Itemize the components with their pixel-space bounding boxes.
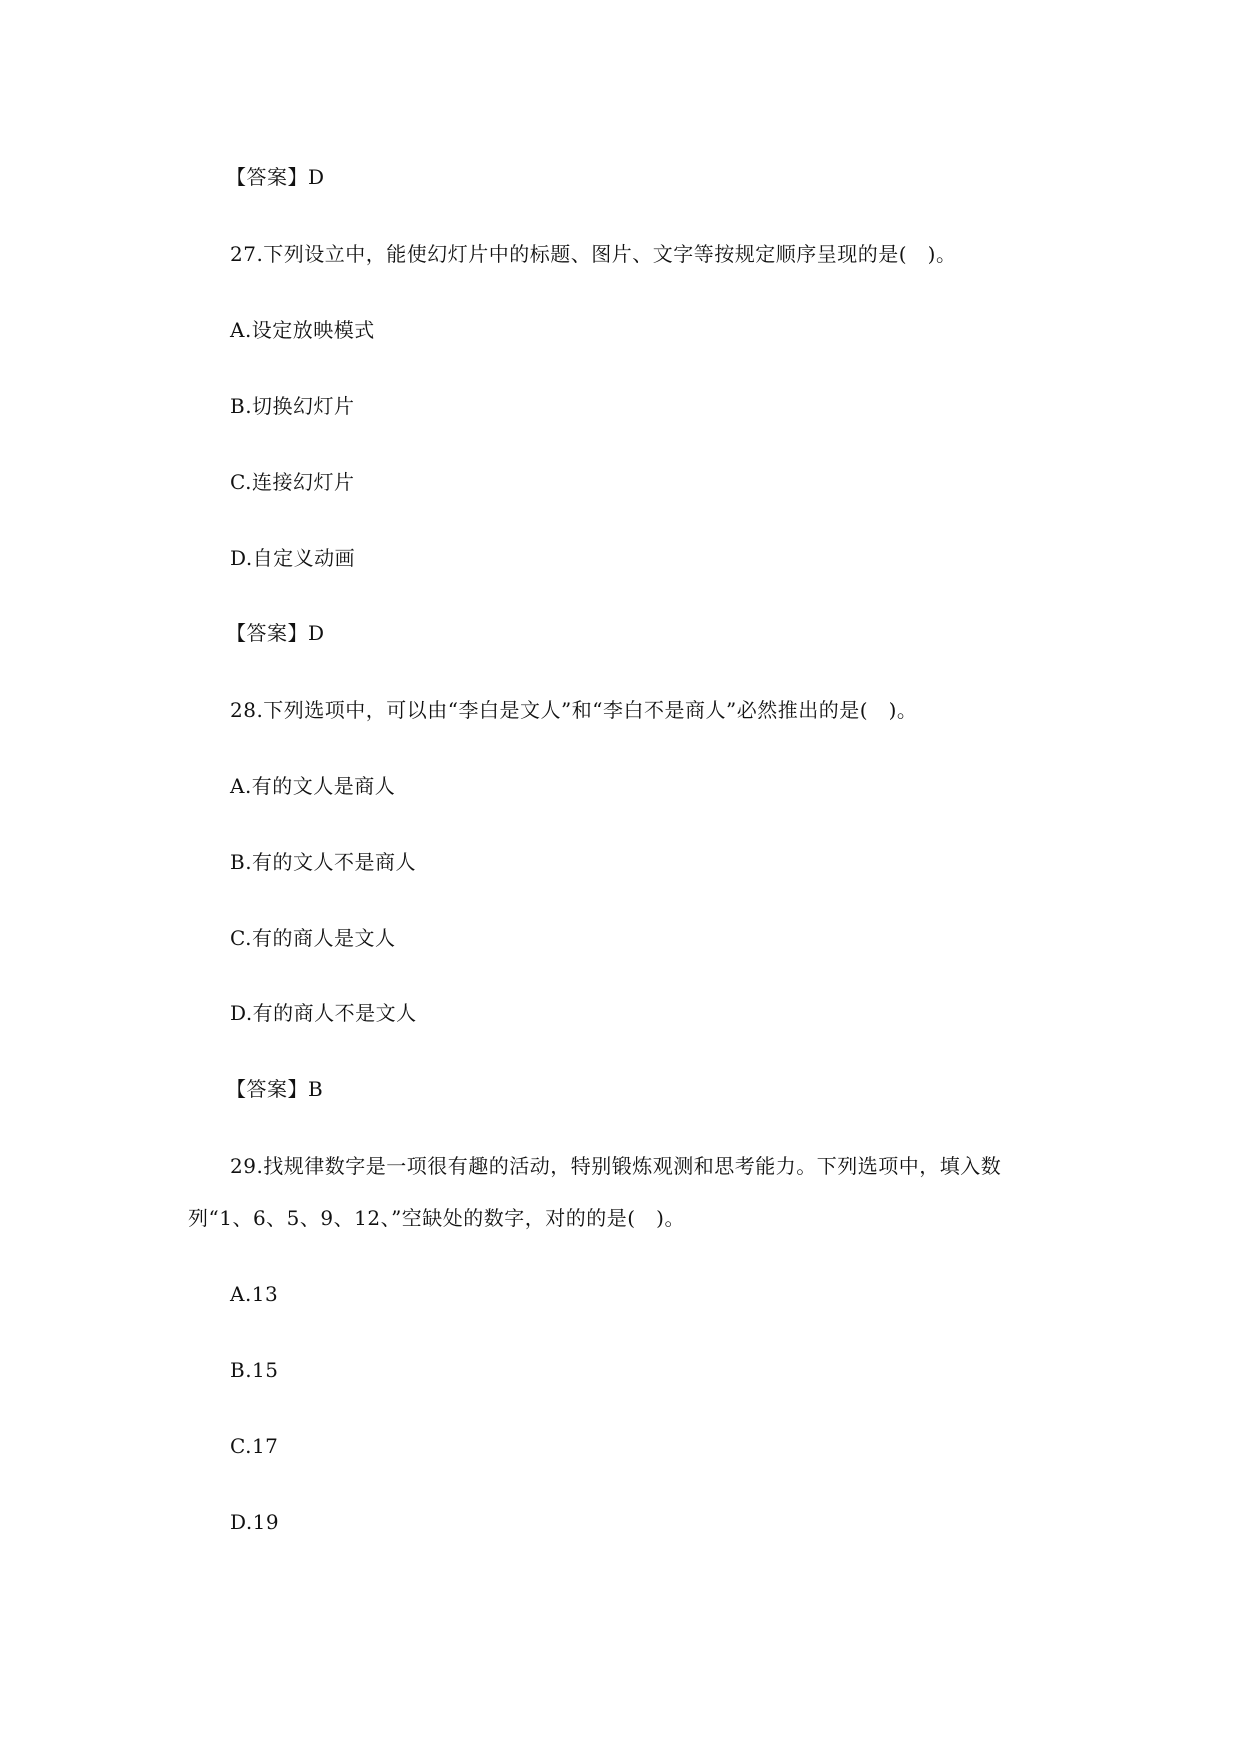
option-c: C.17 xyxy=(230,1434,279,1458)
option-a: A.有的文人是商人 xyxy=(230,774,396,798)
option-c: C.连接幻灯片 xyxy=(230,470,355,494)
option-a: A.13 xyxy=(230,1282,279,1306)
question-29: 29.找规律数字是一项很有趣的活动，特别锻炼观测和思考能力。下列选项中，填入数 xyxy=(230,1154,1002,1178)
option-d: D.19 xyxy=(230,1510,280,1534)
option-a: A.设定放映模式 xyxy=(230,318,375,342)
option-b: B.15 xyxy=(230,1358,279,1382)
answer-line: 【答案】B xyxy=(226,1077,324,1101)
option-b: B.有的文人不是商人 xyxy=(230,850,417,874)
option-b: B.切换幻灯片 xyxy=(230,394,355,418)
question-27: 27.下列设立中，能使幻灯片中的标题、图片、文字等按规定顺序呈现的是( )。 xyxy=(230,242,957,266)
option-d: D.有的商人不是文人 xyxy=(230,1001,417,1025)
answer-line: 【答案】D xyxy=(226,165,325,189)
answer-line: 【答案】D xyxy=(226,621,325,645)
option-d: D.自定义动画 xyxy=(230,546,356,570)
option-c: C.有的商人是文人 xyxy=(230,926,396,950)
question-29-continued: 列“1、6、5、9、12、”空缺处的数字，对的的是( )。 xyxy=(188,1206,685,1230)
question-28: 28.下列选项中，可以由“李白是文人”和“李白不是商人”必然推出的是( )。 xyxy=(230,698,918,722)
